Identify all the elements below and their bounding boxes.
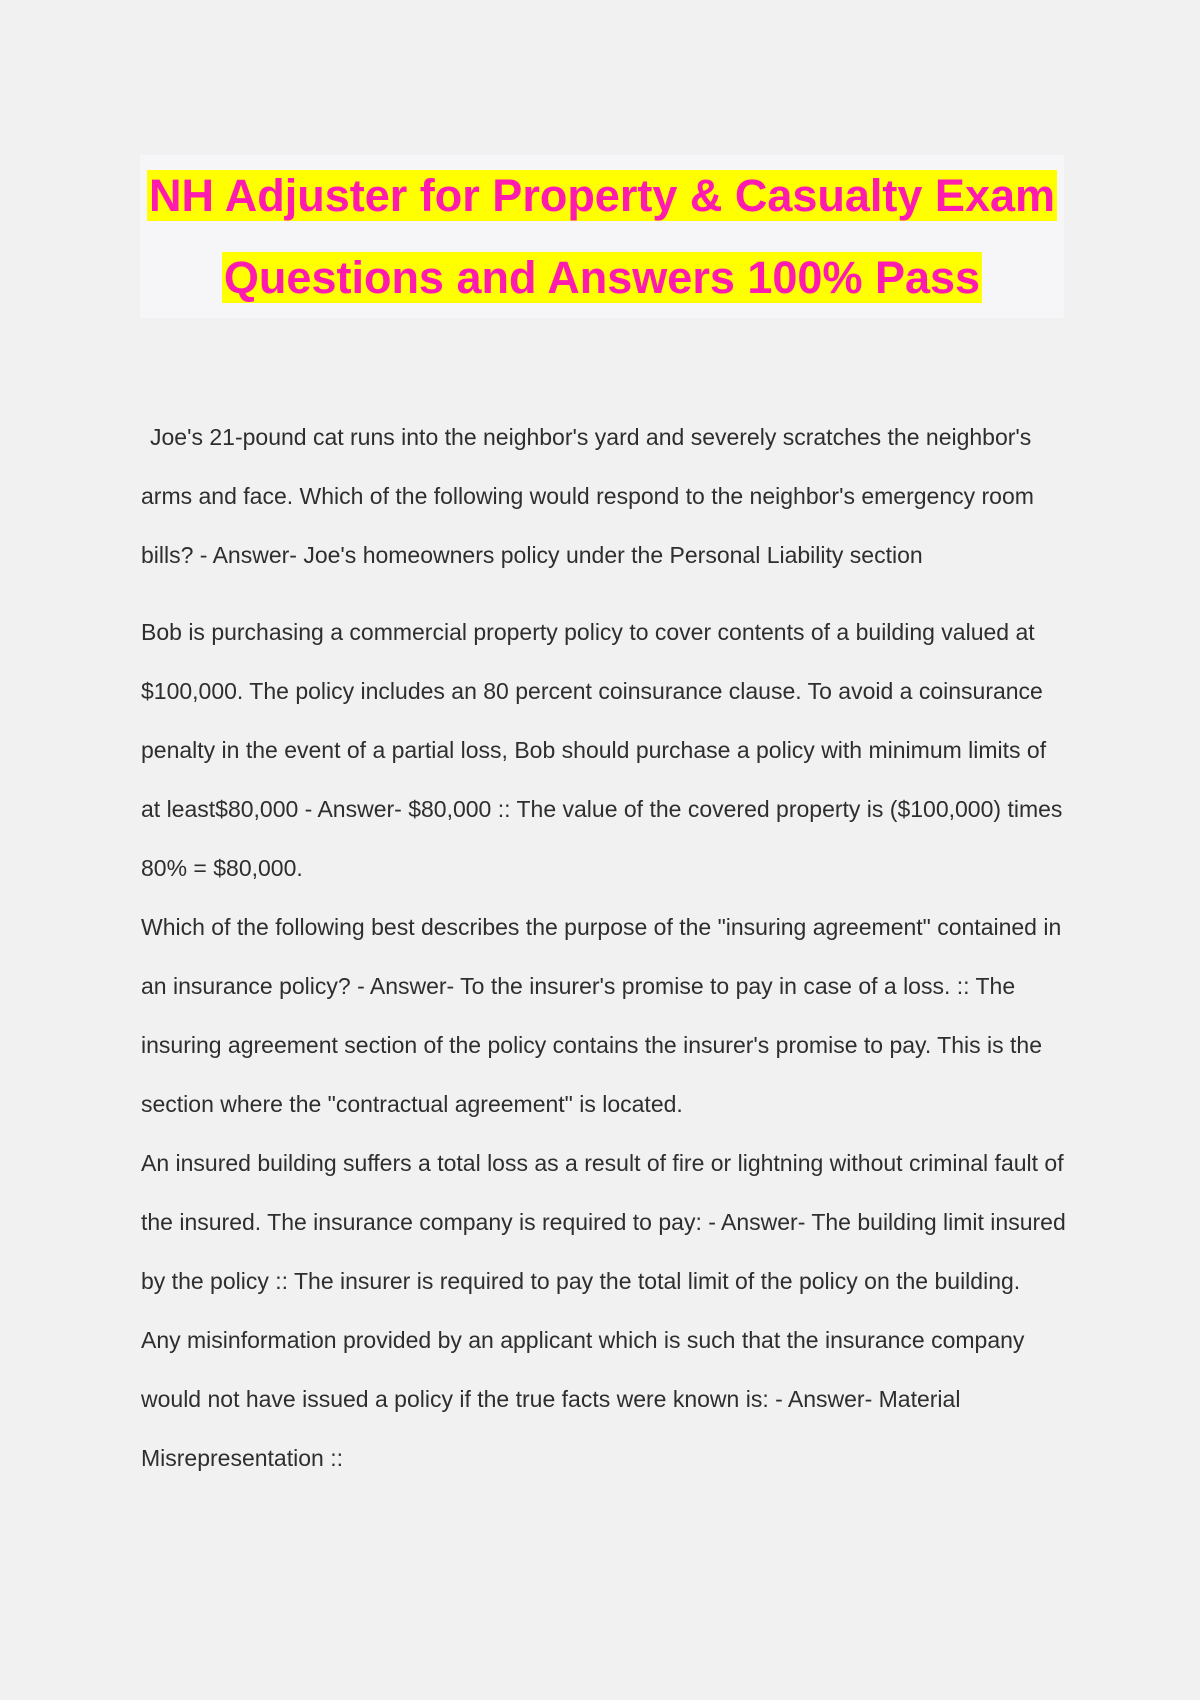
qa-paragraph: Any misinformation provided by an applicant which is such that the insurance company would not have issued a policy if the true facts were known is: - Answer- Material Misrepresentation :: bbox=[141, 1327, 1025, 1471]
title-line-1 bbox=[140, 155, 1064, 237]
qa-paragraph: Joe's 21-pound cat runs into the neighbor's yard and severely scratches the neighbor's arms and face. Which of the following would respond to the neighbor's emergency room bills? - Answer- Joe's homeowners policy under the Personal Liability section bbox=[141, 424, 1034, 568]
qa-paragraph: An insured building suffers a total loss as a result of fire or lightning without criminal fault of the insured. The insurance company is required to pay: - Answer- The building limit insured by the policy :: The insurer is required to pay the total limit of the policy on the building. bbox=[141, 1150, 1066, 1294]
title-text-2: Questions and Answers 100% Pass bbox=[223, 252, 981, 303]
document-body bbox=[141, 408, 1071, 1488]
title-text-1: NH Adjuster for Property & Casualty Exam bbox=[148, 170, 1056, 221]
qa-paragraph: Which of the following best describes the purpose of the "insuring agreement" contained in an insurance policy? - Answer- To the insurer's promise to pay in case of a loss. :: The insuring agreement section of the policy contains the insurer's promise to pay. This is the section where the "contractual agreement" is located. bbox=[141, 914, 1062, 1117]
title-block bbox=[140, 155, 1064, 318]
title-line-2 bbox=[140, 237, 1064, 319]
qa-paragraph: Bob is purchasing a commercial property policy to cover contents of a building valued at $100,000. The policy includes an 80 percent coinsurance clause. To avoid a coinsurance penalty in the event of a partial loss, Bob should purchase a policy with minimum limits of at least$80,000 - Answer- $80,000 :: The value of the covered property is ($100,000) times 80% = $80,000. bbox=[141, 619, 1063, 881]
